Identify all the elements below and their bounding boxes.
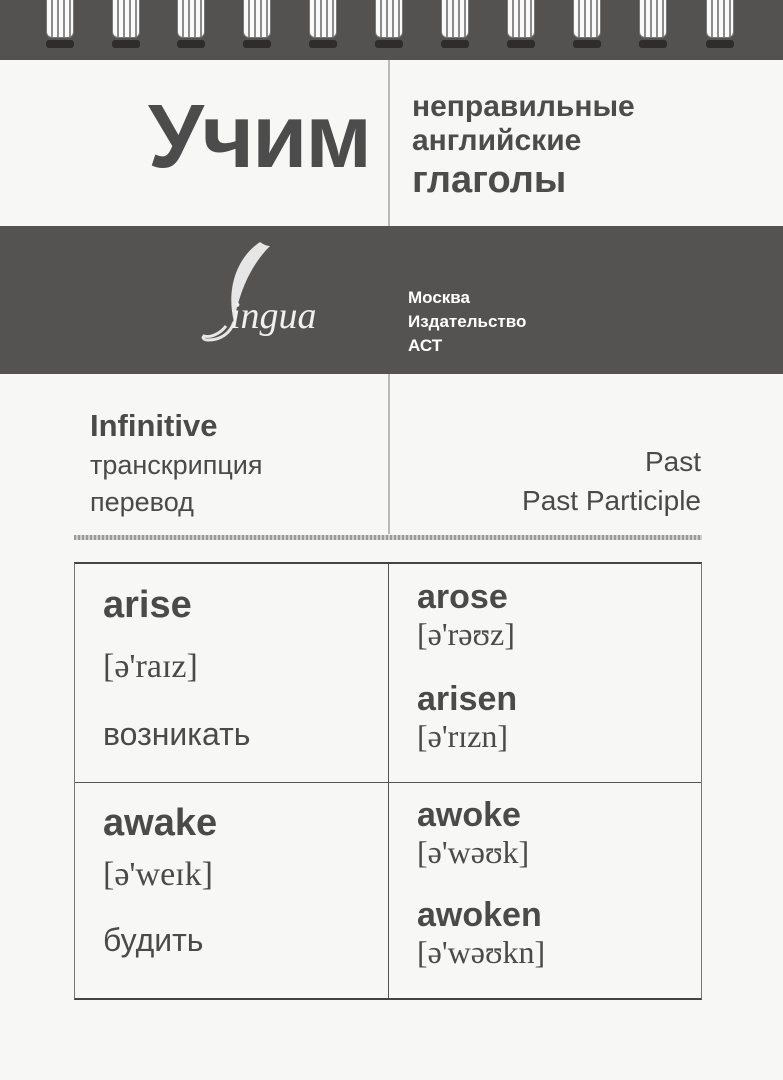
logo-wordmark: ingua xyxy=(230,295,317,337)
verb-participle: awoken xyxy=(417,896,542,934)
binding-hole xyxy=(706,40,734,48)
spiral-ring xyxy=(46,0,74,38)
legend-past-participle: Past Participle xyxy=(522,485,701,516)
spiral-ring xyxy=(507,0,535,38)
verb-infinitive: awake xyxy=(103,802,218,844)
verb-transcription: [ə'raɪz] xyxy=(103,648,198,685)
subtitle-line-1: неправильные xyxy=(412,90,635,123)
spiral-ring xyxy=(112,0,140,38)
verb-past: awoke xyxy=(417,796,521,834)
binding-hole xyxy=(177,40,205,48)
subtitle-line-2: английские xyxy=(412,124,582,157)
verb-transcription: [ə'weɪk] xyxy=(103,856,213,893)
spiral-ring xyxy=(706,0,734,38)
binding-hole xyxy=(46,40,74,48)
binding-hole xyxy=(573,40,601,48)
subtitle-line-3: глаголы xyxy=(412,159,567,201)
spiral-ring xyxy=(243,0,271,38)
page-title: Учим xyxy=(147,87,370,187)
binding-hole xyxy=(507,40,535,48)
spiral-ring xyxy=(441,0,469,38)
publisher-name: АСТ xyxy=(408,336,443,355)
binding-hole xyxy=(441,40,469,48)
verb-participle-transcription: [ə'wəʊkn] xyxy=(417,934,546,970)
spiral-ring xyxy=(639,0,667,38)
spiral-ring xyxy=(309,0,337,38)
verb-translation: возникать xyxy=(103,716,251,752)
spiral-binding xyxy=(0,0,783,60)
spiral-ring xyxy=(375,0,403,38)
binding-hole xyxy=(639,40,667,48)
verb-translation: будить xyxy=(103,922,204,958)
verb-participle-transcription: [ə'rɪzn] xyxy=(417,718,509,754)
verb-table xyxy=(74,562,702,1000)
verb-infinitive: arise xyxy=(103,584,192,626)
center-divider xyxy=(388,374,390,534)
lingua-logo xyxy=(190,236,380,356)
legend-past: Past xyxy=(644,446,701,477)
spiral-ring xyxy=(573,0,601,38)
legend-translation: перевод xyxy=(90,487,194,517)
verb-past-transcription: [ə'rəʊz] xyxy=(417,616,515,652)
binding-hole xyxy=(243,40,271,48)
binding-hole xyxy=(309,40,337,48)
center-divider xyxy=(388,60,390,226)
publisher-label: Издательство xyxy=(408,312,527,331)
spiral-ring xyxy=(177,0,205,38)
legend-transcription: транскрипция xyxy=(90,450,263,480)
verb-participle: arisen xyxy=(417,680,518,718)
column-divider xyxy=(388,564,389,998)
publisher-city: Москва xyxy=(408,288,470,307)
legend-divider xyxy=(74,535,702,540)
legend-infinitive: Infinitive xyxy=(90,408,218,443)
verb-past-transcription: [ə'wəʊk] xyxy=(417,834,530,870)
verb-past: arose xyxy=(417,578,508,616)
binding-hole xyxy=(375,40,403,48)
publisher-band xyxy=(0,226,783,374)
binding-hole xyxy=(112,40,140,48)
